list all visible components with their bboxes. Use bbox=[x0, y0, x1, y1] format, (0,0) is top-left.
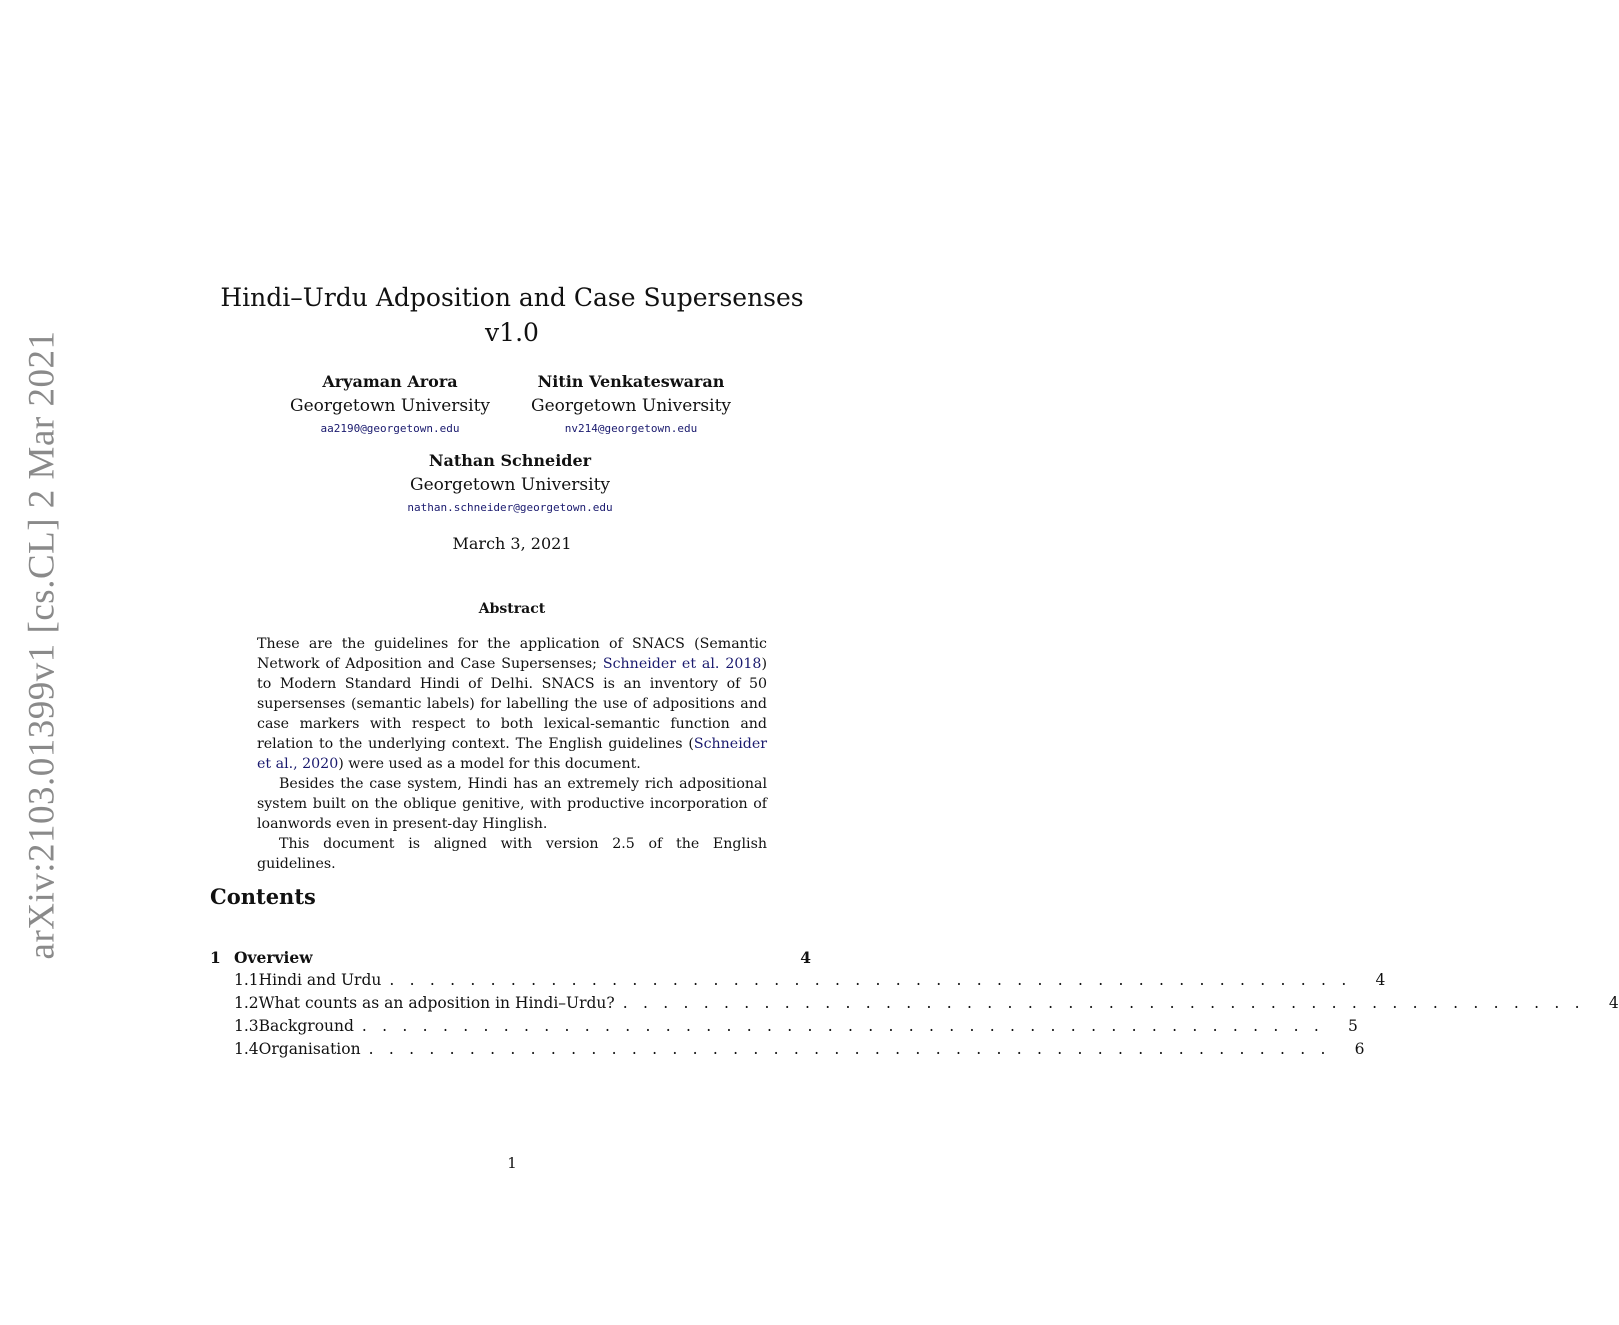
author-name: Nathan Schneider bbox=[428, 451, 592, 470]
author-block-3 bbox=[390, 449, 630, 519]
toc-page-number: 4 bbox=[1375, 971, 1386, 989]
toc-number: 1.4 bbox=[234, 1040, 259, 1058]
toc-number: 1.2 bbox=[234, 994, 259, 1012]
toc-page-number: 5 bbox=[1348, 1017, 1358, 1035]
toc-leader-dots: . . . . . . . . . . . . . . . . . . . . . . . . . . . . . . . . . . . . . . . . . . . . . . . . bbox=[389, 971, 1352, 989]
abstract-text: ) to Modern Standard Hindi of Delhi. SNACS is an inventory of 50 supersenses (semantic labels) for labelling the use of adpositions and case markers with respect to both lexical-semantic function and relation to the underlying context. The English guidelines ( bbox=[257, 656, 768, 752]
toc-page-number: 4 bbox=[800, 948, 811, 967]
author-name: Aryaman Arora bbox=[322, 372, 458, 391]
abstract-paragraph-1 bbox=[257, 634, 767, 774]
author-email[interactable]: nathan.schneider@georgetown.edu bbox=[407, 501, 613, 514]
citation-link[interactable]: Schneider et al. 2018 bbox=[602, 656, 762, 672]
toc-page-number: 4 bbox=[1608, 994, 1619, 1012]
toc-number: 1.3 bbox=[234, 1017, 259, 1035]
toc-label: Background bbox=[258, 1017, 354, 1035]
toc-subsection[interactable] bbox=[210, 969, 1386, 992]
title-line-2: v1.0 bbox=[485, 318, 539, 347]
table-of-contents bbox=[210, 946, 1619, 1061]
author-email[interactable]: aa2190@georgetown.edu bbox=[320, 422, 460, 435]
contents-heading: Contents bbox=[210, 884, 316, 909]
abstract-text: These are the guidelines for the application of SNACS (Semantic Network of Adposition and Case Supersenses; bbox=[257, 636, 767, 672]
paper-date: March 3, 2021 bbox=[452, 534, 572, 553]
toc-number: 1 bbox=[210, 948, 221, 967]
citation-link[interactable]: Schneider et al., 2020 bbox=[257, 736, 767, 772]
toc-leader-dots: . . . . . . . . . . . . . . . . . . . . . . . . . . . . . . . . . . . . . . . . . . . . . . . . bbox=[368, 1040, 1331, 1058]
toc-subsection[interactable] bbox=[210, 1015, 1358, 1038]
arxiv-side-stamp: arXiv:2103.01399v1 [cs.CL] 2 Mar 2021 bbox=[21, 330, 63, 960]
toc-subsection[interactable] bbox=[210, 1038, 1365, 1061]
toc-label: Overview bbox=[234, 948, 313, 967]
title-line-1: Hindi–Urdu Adposition and Case Supersenses bbox=[220, 283, 804, 312]
toc-leader-dots: . . . . . . . . . . . . . . . . . . . . . . . . . . . . . . . . . . . . . . . . . . . . . . . . bbox=[361, 1017, 1324, 1035]
toc-number: 1.1 bbox=[234, 971, 259, 989]
abstract-text: ) were used as a model for this document. bbox=[338, 756, 641, 772]
abstract-paragraph-2: Besides the case system, Hindi has an extremely rich adpositional system built on the oblique genitive, with productive incorporation of loanwords even in present-day Hinglish. bbox=[257, 776, 767, 832]
toc-label: What counts as an adposition in Hindi–Urdu? bbox=[258, 994, 615, 1012]
author-affiliation: Georgetown University bbox=[409, 475, 610, 495]
toc-page-number: 6 bbox=[1354, 1040, 1365, 1058]
abstract-body bbox=[257, 634, 767, 874]
author-affiliation: Georgetown University bbox=[289, 396, 490, 416]
toc-subsection[interactable] bbox=[210, 992, 1619, 1015]
abstract-heading: Abstract bbox=[478, 601, 546, 617]
abstract-paragraph-3: This document is aligned with version 2.5 of the English guidelines. bbox=[257, 836, 767, 872]
toc-label: Hindi and Urdu bbox=[258, 971, 382, 989]
author-affiliation: Georgetown University bbox=[530, 396, 731, 416]
toc-label: Organisation bbox=[258, 1040, 361, 1058]
page-number: 1 bbox=[507, 1154, 517, 1172]
author-block-2 bbox=[511, 370, 751, 440]
toc-section-overview[interactable] bbox=[210, 946, 811, 969]
paper-title bbox=[0, 280, 1024, 350]
author-name: Nitin Venkateswaran bbox=[537, 372, 725, 391]
author-email[interactable]: nv214@georgetown.edu bbox=[564, 422, 698, 435]
author-block-1 bbox=[270, 370, 510, 440]
toc-leader-dots: . . . . . . . . . . . . . . . . . . . . . . . . . . . . . . . . . . . . . . . . . . . . . . . . bbox=[622, 994, 1585, 1012]
